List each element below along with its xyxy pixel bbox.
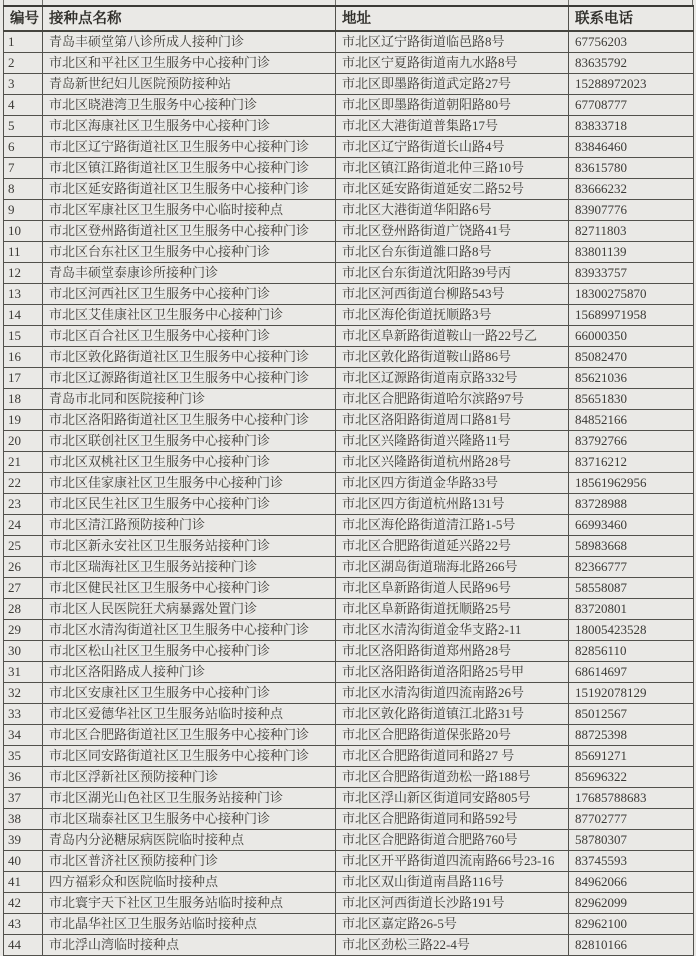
table-row — [4, 620, 694, 641]
vaccination-sites-table — [3, 5, 694, 956]
site-name-cell: 市北区河西社区卫生服务中心接种门诊 — [43, 284, 336, 305]
phone-cell: 58983668 — [569, 536, 694, 557]
phone-cell: 82711803 — [569, 221, 694, 242]
row-number-cell: 40 — [4, 851, 43, 872]
row-number-cell: 38 — [4, 809, 43, 830]
table-body — [4, 31, 694, 956]
row-number-cell: 26 — [4, 557, 43, 578]
phone-cell: 85691271 — [569, 746, 694, 767]
phone-cell: 83846460 — [569, 137, 694, 158]
site-name-cell: 青岛丰硕堂泰康诊所接种门诊 — [43, 263, 336, 284]
phone-cell: 83745593 — [569, 851, 694, 872]
row-number-cell: 32 — [4, 683, 43, 704]
row-number-cell: 37 — [4, 788, 43, 809]
col-header-phone: 联系电话 — [569, 6, 694, 31]
phone-cell: 83720801 — [569, 599, 694, 620]
phone-cell: 83635792 — [569, 53, 694, 74]
phone-cell: 85082470 — [569, 347, 694, 368]
address-cell: 市北区兴隆路街道兴隆路11号 — [336, 431, 569, 452]
address-cell: 市北区洛阳路街道洛阳路25号甲 — [336, 662, 569, 683]
row-number-cell: 41 — [4, 872, 43, 893]
table-row — [4, 431, 694, 452]
site-name-cell: 市北区水清沟街道社区卫生服务中心接种门诊 — [43, 620, 336, 641]
row-number-cell: 21 — [4, 452, 43, 473]
phone-cell: 82810166 — [569, 935, 694, 956]
address-cell: 市北区阜新路街道鞍山一路22号乙 — [336, 326, 569, 347]
row-number-cell: 39 — [4, 830, 43, 851]
phone-cell: 82366777 — [569, 557, 694, 578]
row-number-cell: 14 — [4, 305, 43, 326]
site-name-cell: 市北区同安路街道社区卫生服务中心接种门诊 — [43, 746, 336, 767]
row-number-cell: 19 — [4, 410, 43, 431]
table-row — [4, 284, 694, 305]
phone-cell: 83792766 — [569, 431, 694, 452]
address-cell: 市北区海伦路街道清江路1-5号 — [336, 515, 569, 536]
address-cell: 市北区登州路街道广饶路41号 — [336, 221, 569, 242]
address-cell: 市北区洛阳路街道周口路81号 — [336, 410, 569, 431]
phone-cell: 82962100 — [569, 914, 694, 935]
address-cell: 市北区四方街道金华路33号 — [336, 473, 569, 494]
table-row — [4, 473, 694, 494]
phone-cell: 83801139 — [569, 242, 694, 263]
address-cell: 市北区河西街道长沙路191号 — [336, 893, 569, 914]
table-row — [4, 158, 694, 179]
address-cell: 市北区海伦街道抚顺路3号 — [336, 305, 569, 326]
address-cell: 市北区辽宁路街道长山路4号 — [336, 137, 569, 158]
site-name-cell: 青岛内分泌糖尿病医院临时接种点 — [43, 830, 336, 851]
row-number-cell: 3 — [4, 74, 43, 95]
site-name-cell: 市北区海康社区卫生服务中心接种门诊 — [43, 116, 336, 137]
table-row — [4, 389, 694, 410]
address-cell: 市北区台东街道雒口路8号 — [336, 242, 569, 263]
phone-cell: 83716212 — [569, 452, 694, 473]
site-name-cell: 市北区新永安社区卫生服务站接种门诊 — [43, 536, 336, 557]
address-cell: 市北区即墨路街道朝阳路80号 — [336, 95, 569, 116]
table-row — [4, 179, 694, 200]
row-number-cell: 1 — [4, 31, 43, 53]
phone-cell: 17685788683 — [569, 788, 694, 809]
address-cell: 市北区兴隆路街道杭州路28号 — [336, 452, 569, 473]
address-cell: 市北区浮山新区街道同安路805号 — [336, 788, 569, 809]
table-row — [4, 935, 694, 956]
address-cell: 市北区辽宁路街道临邑路8号 — [336, 31, 569, 53]
row-number-cell: 11 — [4, 242, 43, 263]
address-cell: 市北区即墨路街道武定路27号 — [336, 74, 569, 95]
table-row — [4, 851, 694, 872]
row-number-cell: 34 — [4, 725, 43, 746]
site-name-cell: 市北区合肥路街道社区卫生服务中心接种门诊 — [43, 725, 336, 746]
phone-cell: 82962099 — [569, 893, 694, 914]
site-name-cell: 市北浮山湾临时接种点 — [43, 935, 336, 956]
site-name-cell: 市北晶华社区卫生服务站临时接种点 — [43, 914, 336, 935]
phone-cell: 85012567 — [569, 704, 694, 725]
phone-cell: 15689971958 — [569, 305, 694, 326]
header-row — [4, 6, 694, 31]
table-row — [4, 536, 694, 557]
address-cell: 市北区阜新路街道人民路96号 — [336, 578, 569, 599]
table-row — [4, 767, 694, 788]
row-number-cell: 2 — [4, 53, 43, 74]
table-row — [4, 305, 694, 326]
phone-cell: 84962066 — [569, 872, 694, 893]
site-name-cell: 青岛新世纪妇儿医院预防接种站 — [43, 74, 336, 95]
address-cell: 市北区水清沟街道金华支路2-11 — [336, 620, 569, 641]
site-name-cell: 青岛丰硕堂第八诊所成人接种门诊 — [43, 31, 336, 53]
site-name-cell: 市北区佳家康社区卫生服务中心接种门诊 — [43, 473, 336, 494]
row-number-cell: 35 — [4, 746, 43, 767]
table-row — [4, 452, 694, 473]
table-row — [4, 599, 694, 620]
phone-cell: 15192078129 — [569, 683, 694, 704]
table-row — [4, 74, 694, 95]
phone-cell: 85621036 — [569, 368, 694, 389]
table-row — [4, 746, 694, 767]
phone-cell: 88725398 — [569, 725, 694, 746]
address-cell: 市北区合肥路街道延兴路22号 — [336, 536, 569, 557]
row-number-cell: 28 — [4, 599, 43, 620]
table-row — [4, 683, 694, 704]
site-name-cell: 市北区辽源路街道社区卫生服务中心接种门诊 — [43, 368, 336, 389]
address-cell: 市北区洛阳路街道郑州路28号 — [336, 641, 569, 662]
table-row — [4, 515, 694, 536]
address-cell: 市北区嘉定路26-5号 — [336, 914, 569, 935]
table-row — [4, 872, 694, 893]
site-name-cell: 市北区百合社区卫生服务中心接种门诊 — [43, 326, 336, 347]
table-row — [4, 704, 694, 725]
site-name-cell: 市北区清江路预防接种门诊 — [43, 515, 336, 536]
row-number-cell: 43 — [4, 914, 43, 935]
table-row — [4, 410, 694, 431]
address-cell: 市北区开平路街道四流南路66号23-16 — [336, 851, 569, 872]
row-number-cell: 22 — [4, 473, 43, 494]
row-number-cell: 33 — [4, 704, 43, 725]
table-row — [4, 200, 694, 221]
table-row — [4, 641, 694, 662]
address-cell: 市北区敦化路街道镇江北路31号 — [336, 704, 569, 725]
table-row — [4, 662, 694, 683]
table-row — [4, 347, 694, 368]
phone-cell: 18561962956 — [569, 473, 694, 494]
site-name-cell: 市北区爱德华社区卫生服务站临时接种点 — [43, 704, 336, 725]
table-row — [4, 53, 694, 74]
row-number-cell: 6 — [4, 137, 43, 158]
col-header-address: 地址 — [336, 6, 569, 31]
address-cell: 市北区合肥路街道哈尔滨路97号 — [336, 389, 569, 410]
phone-cell: 15288972023 — [569, 74, 694, 95]
row-number-cell: 15 — [4, 326, 43, 347]
site-name-cell: 市北区镇江路街道社区卫生服务中心接种门诊 — [43, 158, 336, 179]
row-number-cell: 44 — [4, 935, 43, 956]
phone-cell: 66000350 — [569, 326, 694, 347]
row-number-cell: 17 — [4, 368, 43, 389]
address-cell: 市北区镇江路街道北仲三路10号 — [336, 158, 569, 179]
row-number-cell: 4 — [4, 95, 43, 116]
address-cell: 市北区湖岛街道瑞海北路266号 — [336, 557, 569, 578]
site-name-cell: 市北区晓港湾卫生服务中心接种门诊 — [43, 95, 336, 116]
site-name-cell: 市北区洛阳路成人接种门诊 — [43, 662, 336, 683]
row-number-cell: 31 — [4, 662, 43, 683]
row-number-cell: 16 — [4, 347, 43, 368]
site-name-cell: 市北区登州路街道社区卫生服务中心接种门诊 — [43, 221, 336, 242]
address-cell: 市北区大港街道普集路17号 — [336, 116, 569, 137]
table-row — [4, 788, 694, 809]
phone-cell: 83907776 — [569, 200, 694, 221]
address-cell: 市北区合肥路街道同和路592号 — [336, 809, 569, 830]
address-cell: 市北区大港街道华阳路6号 — [336, 200, 569, 221]
phone-cell: 66993460 — [569, 515, 694, 536]
phone-cell: 18300275870 — [569, 284, 694, 305]
site-name-cell: 市北区健民社区卫生服务中心接种门诊 — [43, 578, 336, 599]
site-name-cell: 青岛市北同和医院接种门诊 — [43, 389, 336, 410]
table-row — [4, 326, 694, 347]
row-number-cell: 30 — [4, 641, 43, 662]
row-number-cell: 29 — [4, 620, 43, 641]
table-row — [4, 368, 694, 389]
row-number-cell: 24 — [4, 515, 43, 536]
table-row — [4, 116, 694, 137]
site-name-cell: 市北区敦化路街道社区卫生服务中心接种门诊 — [43, 347, 336, 368]
row-number-cell: 25 — [4, 536, 43, 557]
table-row — [4, 263, 694, 284]
site-name-cell: 市北区瑞海社区卫生服务站接种门诊 — [43, 557, 336, 578]
phone-cell: 83666232 — [569, 179, 694, 200]
site-name-cell: 市北寰宇天下社区卫生服务站临时接种点 — [43, 893, 336, 914]
phone-cell: 58558087 — [569, 578, 694, 599]
phone-cell: 68614697 — [569, 662, 694, 683]
address-cell: 市北区水清沟街道四流南路26号 — [336, 683, 569, 704]
phone-cell: 83615780 — [569, 158, 694, 179]
site-name-cell: 四方福彩众和医院临时接种点 — [43, 872, 336, 893]
address-cell: 市北区敦化路街道鞍山路86号 — [336, 347, 569, 368]
address-cell: 市北区合肥路街道合肥路760号 — [336, 830, 569, 851]
address-cell: 市北区合肥路街道保张路20号 — [336, 725, 569, 746]
row-number-cell: 10 — [4, 221, 43, 242]
phone-cell: 85696322 — [569, 767, 694, 788]
site-name-cell: 市北区辽宁路街道社区卫生服务中心接种门诊 — [43, 137, 336, 158]
table-row — [4, 95, 694, 116]
site-name-cell: 市北区安康社区卫生服务中心接种门诊 — [43, 683, 336, 704]
table-row — [4, 221, 694, 242]
site-name-cell: 市北区湖光山色社区卫生服务站接种门诊 — [43, 788, 336, 809]
row-number-cell: 9 — [4, 200, 43, 221]
address-cell: 市北区合肥路街道劲松一路188号 — [336, 767, 569, 788]
address-cell: 市北区辽源路街道南京路332号 — [336, 368, 569, 389]
site-name-cell: 市北区艾佳康社区卫生服务中心接种门诊 — [43, 305, 336, 326]
row-number-cell: 27 — [4, 578, 43, 599]
address-cell: 市北区阜新路街道抚顺路25号 — [336, 599, 569, 620]
phone-cell: 82856110 — [569, 641, 694, 662]
table-row — [4, 578, 694, 599]
site-name-cell: 市北区双桃社区卫生服务中心接种门诊 — [43, 452, 336, 473]
table-row — [4, 725, 694, 746]
address-cell: 市北区合肥路街道同和路27 号 — [336, 746, 569, 767]
address-cell: 市北区双山街道南昌路116号 — [336, 872, 569, 893]
site-name-cell: 市北区人民医院狂犬病暴露处置门诊 — [43, 599, 336, 620]
row-number-cell: 7 — [4, 158, 43, 179]
address-cell: 市北区河西街道台柳路543号 — [336, 284, 569, 305]
col-header-number: 编号 — [4, 6, 43, 31]
phone-cell: 87702777 — [569, 809, 694, 830]
table-row — [4, 830, 694, 851]
row-number-cell: 5 — [4, 116, 43, 137]
site-name-cell: 市北区联创社区卫生服务中心接种门诊 — [43, 431, 336, 452]
site-name-cell: 市北区民生社区卫生服务中心接种门诊 — [43, 494, 336, 515]
site-name-cell: 市北区延安路街道社区卫生服务中心接种门诊 — [43, 179, 336, 200]
table-row — [4, 137, 694, 158]
row-number-cell: 20 — [4, 431, 43, 452]
site-name-cell: 市北区台东社区卫生服务中心接种门诊 — [43, 242, 336, 263]
table-row — [4, 914, 694, 935]
phone-cell: 85651830 — [569, 389, 694, 410]
site-name-cell: 市北区浮新社区预防接种门诊 — [43, 767, 336, 788]
address-cell: 市北区劲松三路22-4号 — [336, 935, 569, 956]
site-name-cell: 市北区洛阳路街道社区卫生服务中心接种门诊 — [43, 410, 336, 431]
site-name-cell: 市北区普济社区预防接种门诊 — [43, 851, 336, 872]
phone-cell: 83833718 — [569, 116, 694, 137]
table-row — [4, 242, 694, 263]
site-name-cell: 市北区瑞泰社区卫生服务中心接种门诊 — [43, 809, 336, 830]
row-number-cell: 18 — [4, 389, 43, 410]
table-row — [4, 893, 694, 914]
site-name-cell: 市北区军康社区卫生服务中心临时接种点 — [43, 200, 336, 221]
row-number-cell: 23 — [4, 494, 43, 515]
row-number-cell: 12 — [4, 263, 43, 284]
phone-cell: 67756203 — [569, 31, 694, 53]
col-header-name: 接种点名称 — [43, 6, 336, 31]
phone-cell: 58780307 — [569, 830, 694, 851]
phone-cell: 83933757 — [569, 263, 694, 284]
phone-cell: 83728988 — [569, 494, 694, 515]
row-number-cell: 42 — [4, 893, 43, 914]
table-row — [4, 809, 694, 830]
table-row — [4, 557, 694, 578]
table-row — [4, 31, 694, 53]
site-name-cell: 市北区和平社区卫生服务中心接种门诊 — [43, 53, 336, 74]
row-number-cell: 13 — [4, 284, 43, 305]
site-name-cell: 市北区松山社区卫生服务中心接种门诊 — [43, 641, 336, 662]
phone-cell: 18005423528 — [569, 620, 694, 641]
phone-cell: 84852166 — [569, 410, 694, 431]
row-number-cell: 8 — [4, 179, 43, 200]
address-cell: 市北区延安路街道延安二路52号 — [336, 179, 569, 200]
table-row — [4, 494, 694, 515]
phone-cell: 67708777 — [569, 95, 694, 116]
address-cell: 市北区台东街道沈阳路39号丙 — [336, 263, 569, 284]
address-cell: 市北区四方街道杭州路131号 — [336, 494, 569, 515]
row-number-cell: 36 — [4, 767, 43, 788]
address-cell: 市北区宁夏路街道南九水路8号 — [336, 53, 569, 74]
